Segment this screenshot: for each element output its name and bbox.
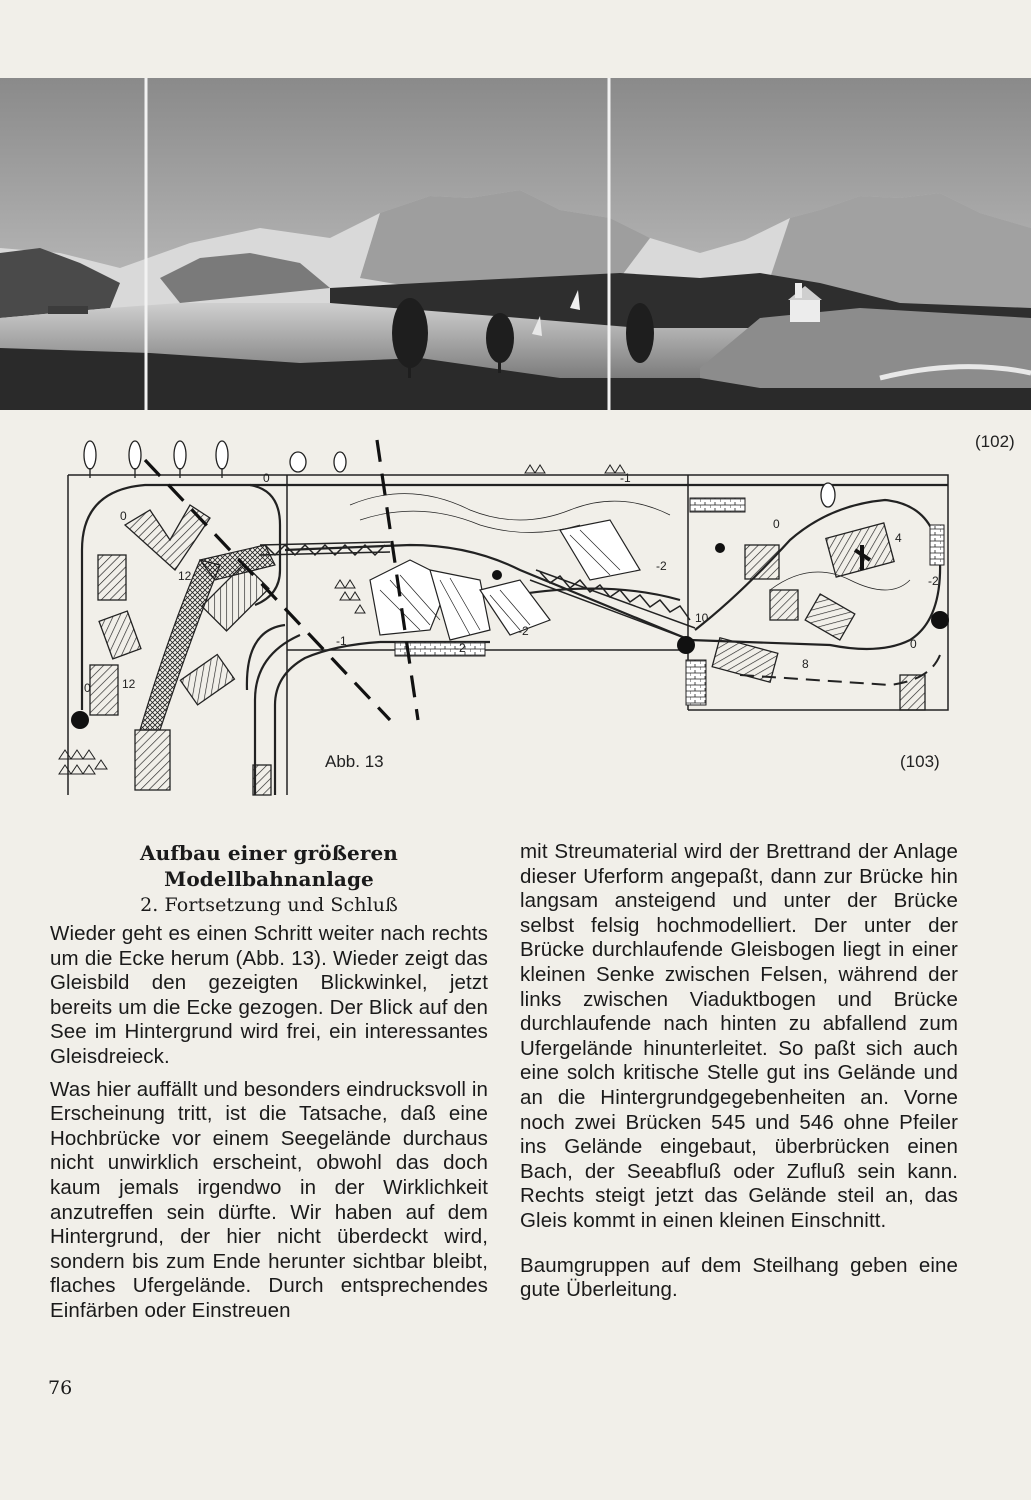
track-number: -2 (656, 559, 667, 573)
track-number: 0 (910, 637, 917, 651)
paragraph: Wieder geht es einen Schritt weiter nach rechts um die Ecke herum (Abb. 13). Wieder zeigt das Gleisbild den gezeigten Blickwinkel, jetzt bereits um die Ecke gezogen. Der Blick auf den See im Hintergrund wird frei, ein interessantes Gleisdreieck. (50, 922, 488, 1068)
track-number: -1 (620, 471, 631, 485)
paragraph: Was hier auffällt und besonders eindrucksvoll in Erscheinung tritt, ist die Tatsache, daß eine Hochbrücke vor einem Seegelände durchaus nicht unwirklich erscheint, obwohl das doch kaum jemals irgendwo in der Wirklichkeit anzutreffen sein dürfte. Wir haben auf dem Hintergrund, der hier nicht überdeckt wird, sondern bis zum Ende herunter sichtbar bleibt, flaches Ufergelände. Durch entsprechendes Einfärben oder Einstreuen (50, 1077, 488, 1322)
track-number: -1 (336, 634, 347, 648)
figure-caption: Abb. 13 (325, 752, 384, 771)
track-number: -2 (518, 624, 529, 638)
text-column-right (520, 840, 958, 1303)
track-number: 4 (895, 531, 902, 545)
landscape-photo (0, 78, 1031, 410)
track-number: -2 (928, 574, 939, 588)
figure-label-103: (103) (900, 752, 940, 771)
article-heading: Aufbau einer größeren Modellbahnanlage (140, 841, 398, 891)
paragraph: mit Streumaterial wird der Brettrand der Anlage dieser Uferform angepaßt, dann zur Brücke hin langsam ansteigend und unter der Brücke selbst felsig hochmodelliert. Der unter der Brücke durchlaufende Gleisbogen liegt in einer kleinen Senke zwischen Felsen, während der links zwischen Viaduktbogen und Brücke durchlaufende nach hinten zu abfallend zum Ufergelände hinunterleitet. So paßt sich auch eine solch kritische Stelle gut ins Gelände und an die Hintergrundgegebenheiten an. Vorne noch zwei Brücken 545 und 546 ohne Pfeiler ins Gelände eingebaut, überbrücken einen Bach, der Seeabfluß oder Zufluß sein kann. Rechts steigt jetzt das Gelände steil an, das Gleis kommt in einen kleinen Einschnitt. (520, 840, 958, 1232)
track-number: 0 (263, 471, 270, 485)
track-number: 8 (802, 657, 809, 671)
track-number: 0 (773, 517, 780, 531)
text-column-left (50, 840, 488, 1324)
track-number: 12 (122, 677, 136, 691)
page-number: 76 (48, 1377, 73, 1399)
track-number: 10 (695, 611, 709, 625)
track-number: 0 (84, 681, 91, 695)
track-plan-figure (50, 430, 980, 800)
figure-label-102: (102) (975, 432, 1015, 451)
track-number: -2 (455, 641, 466, 655)
track-number: 0 (120, 509, 127, 523)
paragraph: Baumgruppen auf dem Steilhang geben eine gute Überleitung. (520, 1253, 958, 1302)
article-subheading: 2. Fortsetzung und Schluß (140, 894, 398, 916)
track-number: 12 (178, 569, 192, 583)
